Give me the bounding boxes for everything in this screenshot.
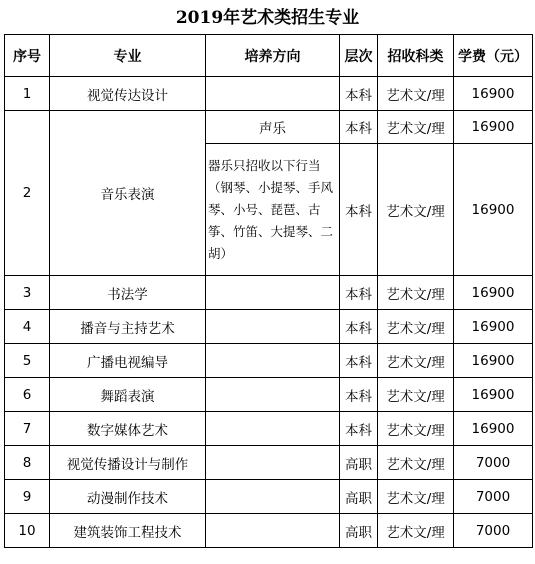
cell-direction: 器乐只招收以下行当（钢琴、小提琴、手风琴、小号、琵琶、古筝、竹笛、大提琴、二胡） [206, 144, 340, 276]
cell-category: 艺术文/理 [378, 514, 454, 548]
cell-level: 本科 [340, 412, 378, 446]
cell-level: 高职 [340, 514, 378, 548]
table-row [5, 480, 533, 514]
table-row [5, 344, 533, 378]
cell-fee: 16900 [454, 378, 533, 412]
cell-seq: 10 [5, 514, 50, 548]
cell-seq: 5 [5, 344, 50, 378]
cell-category: 艺术文/理 [378, 310, 454, 344]
header-seq: 序号 [5, 35, 50, 77]
header-fee: 学费（元） [454, 35, 533, 77]
cell-direction [206, 77, 340, 111]
table-row [5, 77, 533, 111]
cell-seq: 1 [5, 77, 50, 111]
cell-direction [206, 310, 340, 344]
cell-major: 音乐表演 [50, 111, 206, 276]
cell-fee: 7000 [454, 446, 533, 480]
table-header-row [5, 35, 533, 77]
cell-level: 本科 [340, 77, 378, 111]
cell-category: 艺术文/理 [378, 480, 454, 514]
cell-level: 本科 [340, 310, 378, 344]
page-title: 2019年艺术类招生专业 [175, 8, 360, 28]
cell-direction [206, 378, 340, 412]
cell-fee: 16900 [454, 310, 533, 344]
cell-fee: 16900 [454, 111, 533, 144]
cell-fee: 7000 [454, 514, 533, 548]
majors-table [4, 34, 533, 548]
cell-seq: 3 [5, 276, 50, 310]
cell-major: 播音与主持艺术 [50, 310, 206, 344]
table-row [5, 276, 533, 310]
cell-fee: 7000 [454, 480, 533, 514]
cell-direction [206, 276, 340, 310]
header-direction: 培养方向 [206, 35, 340, 77]
cell-fee: 16900 [454, 144, 533, 276]
cell-major: 建筑装饰工程技术 [50, 514, 206, 548]
cell-major: 数字媒体艺术 [50, 412, 206, 446]
cell-category: 艺术文/理 [378, 378, 454, 412]
cell-direction: 声乐 [206, 111, 340, 144]
cell-seq: 9 [5, 480, 50, 514]
table-row [5, 446, 533, 480]
cell-direction [206, 344, 340, 378]
cell-seq: 4 [5, 310, 50, 344]
header-major: 专业 [50, 35, 206, 77]
cell-category: 艺术文/理 [378, 111, 454, 144]
cell-seq: 8 [5, 446, 50, 480]
table-row [5, 310, 533, 344]
table-row [5, 514, 533, 548]
cell-major: 动漫制作技术 [50, 480, 206, 514]
cell-direction [206, 446, 340, 480]
table-row [5, 378, 533, 412]
cell-level: 本科 [340, 344, 378, 378]
cell-fee: 16900 [454, 77, 533, 111]
cell-seq: 7 [5, 412, 50, 446]
cell-category: 艺术文/理 [378, 144, 454, 276]
header-level: 层次 [340, 35, 378, 77]
header-category: 招收科类 [378, 35, 454, 77]
cell-fee: 16900 [454, 412, 533, 446]
cell-category: 艺术文/理 [378, 344, 454, 378]
cell-fee: 16900 [454, 344, 533, 378]
cell-level: 本科 [340, 378, 378, 412]
cell-level: 本科 [340, 276, 378, 310]
cell-category: 艺术文/理 [378, 412, 454, 446]
cell-seq: 2 [5, 111, 50, 276]
cell-level: 高职 [340, 480, 378, 514]
cell-category: 艺术文/理 [378, 446, 454, 480]
cell-major: 视觉传达设计 [50, 77, 206, 111]
cell-direction [206, 514, 340, 548]
cell-level: 本科 [340, 111, 378, 144]
cell-level: 高职 [340, 446, 378, 480]
cell-major: 舞蹈表演 [50, 378, 206, 412]
cell-level: 本科 [340, 144, 378, 276]
cell-seq: 6 [5, 378, 50, 412]
cell-major: 书法学 [50, 276, 206, 310]
cell-major: 广播电视编导 [50, 344, 206, 378]
table-row [5, 412, 533, 446]
cell-fee: 16900 [454, 276, 533, 310]
cell-category: 艺术文/理 [378, 77, 454, 111]
cell-direction [206, 480, 340, 514]
cell-major: 视觉传播设计与制作 [50, 446, 206, 480]
cell-category: 艺术文/理 [378, 276, 454, 310]
table-row [5, 111, 533, 144]
cell-direction [206, 412, 340, 446]
